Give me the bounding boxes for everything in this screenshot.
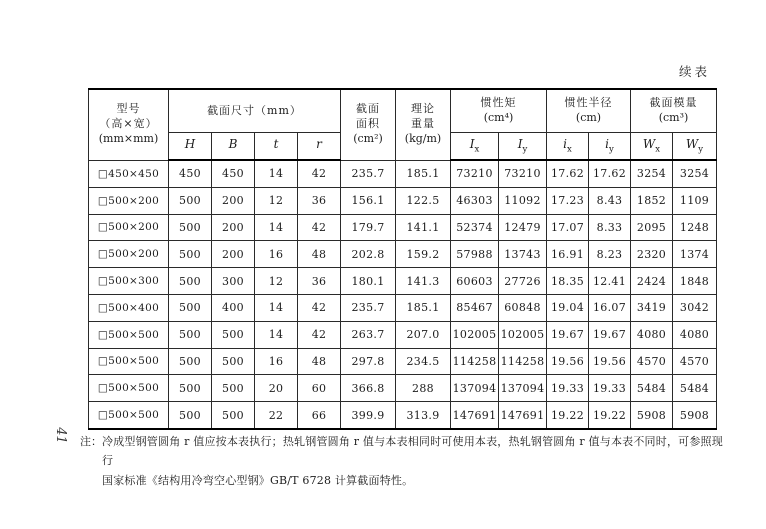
table-header	[89, 89, 717, 160]
value-cell: 399.9	[341, 402, 396, 429]
value-cell: 3254	[673, 160, 717, 187]
model-cell: □500×500	[89, 348, 169, 375]
value-cell: 200	[212, 187, 255, 214]
subcolumn-H: H	[169, 133, 212, 161]
value-cell: 288	[396, 375, 451, 402]
subcolumn-Wx: $W_x$	[631, 133, 673, 161]
value-cell: 234.5	[396, 348, 451, 375]
value-cell: 17.62	[589, 160, 631, 187]
column-header-model	[89, 89, 169, 160]
value-cell: 500	[169, 402, 212, 429]
value-cell: 8.43	[589, 187, 631, 214]
model-cell: □500×300	[89, 268, 169, 295]
table-row	[89, 241, 717, 268]
model-cell: □500×200	[89, 187, 169, 214]
value-cell: 185.1	[396, 294, 451, 321]
value-cell: 60848	[499, 294, 547, 321]
value-cell: 500	[169, 321, 212, 348]
model-cell: □500×500	[89, 375, 169, 402]
value-cell: 366.8	[341, 375, 396, 402]
value-cell: 137094	[451, 375, 499, 402]
value-cell: 66	[298, 402, 341, 429]
value-cell: 141.3	[396, 268, 451, 295]
value-cell: 180.1	[341, 268, 396, 295]
value-cell: 19.22	[547, 402, 589, 429]
value-cell: 60	[298, 375, 341, 402]
value-cell: 500	[212, 348, 255, 375]
value-cell: 42	[298, 294, 341, 321]
section-area-unit: (cm²)	[353, 132, 383, 146]
table-row	[89, 214, 717, 241]
value-cell: 5484	[673, 375, 717, 402]
note-text	[102, 432, 728, 490]
value-cell: 12	[255, 268, 298, 295]
value-cell: 2095	[631, 214, 673, 241]
value-cell: 450	[169, 160, 212, 187]
value-cell: 313.9	[396, 402, 451, 429]
weight-label-1: 理论	[411, 102, 435, 116]
value-cell: 14	[255, 214, 298, 241]
model-cell: □500×400	[89, 294, 169, 321]
table-row	[89, 375, 717, 402]
column-header-theoretical-weight	[396, 89, 451, 160]
value-cell: 102005	[499, 321, 547, 348]
value-cell: 159.2	[396, 241, 451, 268]
value-cell: 500	[169, 375, 212, 402]
value-cell: 13743	[499, 241, 547, 268]
value-cell: 48	[298, 348, 341, 375]
value-cell: 19.56	[547, 348, 589, 375]
value-cell: 122.5	[396, 187, 451, 214]
value-cell: 19.22	[589, 402, 631, 429]
value-cell: 4570	[631, 348, 673, 375]
column-header-section-size: 截面尺寸（mm）	[169, 89, 341, 133]
value-cell: 500	[169, 348, 212, 375]
continued-table-label: 续表	[678, 64, 710, 79]
value-cell: 1852	[631, 187, 673, 214]
value-cell: 52374	[451, 214, 499, 241]
value-cell: 57988	[451, 241, 499, 268]
value-cell: 19.04	[547, 294, 589, 321]
table-row	[89, 187, 717, 214]
value-cell: 14	[255, 160, 298, 187]
value-cell: 147691	[499, 402, 547, 429]
subcolumn-r: r	[298, 133, 341, 161]
value-cell: 19.67	[547, 321, 589, 348]
value-cell: 14	[255, 321, 298, 348]
subcolumn-iy: $i_y$	[589, 133, 631, 161]
section-area-label-2: 面积	[356, 117, 380, 131]
radius-label: 惯性半径	[564, 96, 613, 110]
value-cell: 141.1	[396, 214, 451, 241]
value-cell: 60603	[451, 268, 499, 295]
value-cell: 5908	[631, 402, 673, 429]
value-cell: 48	[298, 241, 341, 268]
subcolumn-ix: $i_x$	[547, 133, 589, 161]
model-label: 型号	[116, 102, 141, 116]
value-cell: 73210	[451, 160, 499, 187]
column-header-moment-of-inertia	[451, 89, 547, 133]
value-cell: 42	[298, 321, 341, 348]
value-cell: 5908	[673, 402, 717, 429]
value-cell: 1248	[673, 214, 717, 241]
value-cell: 114258	[451, 348, 499, 375]
value-cell: 137094	[499, 375, 547, 402]
table-footnote	[80, 432, 728, 490]
value-cell: 114258	[499, 348, 547, 375]
value-cell: 450	[212, 160, 255, 187]
value-cell: 12479	[499, 214, 547, 241]
value-cell: 4080	[631, 321, 673, 348]
model-unit-label: (mm×mm)	[98, 132, 159, 146]
value-cell: 185.1	[396, 160, 451, 187]
subcolumn-Wy: $W_y$	[673, 133, 717, 161]
value-cell: 500	[169, 294, 212, 321]
value-cell: 36	[298, 187, 341, 214]
value-cell: 19.67	[589, 321, 631, 348]
value-cell: 297.8	[341, 348, 396, 375]
subcolumn-Iy: $I_y$	[499, 133, 547, 161]
subcolumn-B: B	[212, 133, 255, 161]
subcolumn-t: t	[255, 133, 298, 161]
value-cell: 19.33	[547, 375, 589, 402]
value-cell: 500	[169, 187, 212, 214]
value-cell: 17.23	[547, 187, 589, 214]
note-line-2: 国家标准《结构用冷弯空心型钢》GB/T 6728 计算截面特性。	[102, 473, 414, 487]
value-cell: 202.8	[341, 241, 396, 268]
value-cell: 2424	[631, 268, 673, 295]
value-cell: 16	[255, 348, 298, 375]
value-cell: 12	[255, 187, 298, 214]
value-cell: 300	[212, 268, 255, 295]
value-cell: 85467	[451, 294, 499, 321]
value-cell: 500	[212, 321, 255, 348]
value-cell: 4570	[673, 348, 717, 375]
model-cell: □500×200	[89, 214, 169, 241]
modulus-label: 截面模量	[649, 96, 698, 110]
radius-unit: (cm)	[575, 111, 602, 124]
value-cell: 102005	[451, 321, 499, 348]
model-cell: □450×450	[89, 160, 169, 187]
value-cell: 18.35	[547, 268, 589, 295]
value-cell: 147691	[451, 402, 499, 429]
table-row	[89, 402, 717, 429]
value-cell: 42	[298, 214, 341, 241]
value-cell: 400	[212, 294, 255, 321]
value-cell: 46303	[451, 187, 499, 214]
column-header-section-area	[341, 89, 396, 160]
value-cell: 27726	[499, 268, 547, 295]
value-cell: 19.56	[589, 348, 631, 375]
value-cell: 17.62	[547, 160, 589, 187]
inertia-unit: (cm⁴)	[483, 111, 514, 124]
section-area-label-1: 截面	[356, 102, 380, 116]
table-row	[89, 268, 717, 295]
value-cell: 235.7	[341, 294, 396, 321]
value-cell: 500	[212, 402, 255, 429]
weight-label-2: 重量	[411, 117, 435, 131]
model-cell: □500×500	[89, 321, 169, 348]
value-cell: 200	[212, 241, 255, 268]
value-cell: 179.7	[341, 214, 396, 241]
table-row	[89, 160, 717, 187]
value-cell: 3254	[631, 160, 673, 187]
table-row	[89, 294, 717, 321]
table-row	[89, 321, 717, 348]
value-cell: 500	[169, 268, 212, 295]
value-cell: 1374	[673, 241, 717, 268]
value-cell: 3419	[631, 294, 673, 321]
page-number: 41	[52, 427, 68, 444]
model-cell: □500×200	[89, 241, 169, 268]
value-cell: 14	[255, 294, 298, 321]
value-cell: 8.33	[589, 214, 631, 241]
model-dims-label: （高×宽）	[99, 117, 158, 131]
value-cell: 11092	[499, 187, 547, 214]
table-body	[89, 160, 717, 429]
value-cell: 5484	[631, 375, 673, 402]
value-cell: 20	[255, 375, 298, 402]
value-cell: 73210	[499, 160, 547, 187]
value-cell: 500	[169, 214, 212, 241]
value-cell: 22	[255, 402, 298, 429]
value-cell: 1848	[673, 268, 717, 295]
value-cell: 19.33	[589, 375, 631, 402]
value-cell: 2320	[631, 241, 673, 268]
value-cell: 207.0	[396, 321, 451, 348]
value-cell: 500	[169, 241, 212, 268]
value-cell: 4080	[673, 321, 717, 348]
value-cell: 263.7	[341, 321, 396, 348]
value-cell: 17.07	[547, 214, 589, 241]
value-cell: 16	[255, 241, 298, 268]
value-cell: 156.1	[341, 187, 396, 214]
model-cell: □500×500	[89, 402, 169, 429]
value-cell: 500	[212, 375, 255, 402]
table-row	[89, 348, 717, 375]
value-cell: 8.23	[589, 241, 631, 268]
value-cell: 16.91	[547, 241, 589, 268]
value-cell: 12.41	[589, 268, 631, 295]
note-line-1: 冷成型钢管圆角 r 值应按本表执行；热轧钢管圆角 r 值与本表相同时可使用本表，热轧钢管圆角 r 值与本表不同时，可参照现行	[102, 435, 723, 468]
note-label: 注：	[80, 435, 102, 448]
column-header-radius-of-gyration	[547, 89, 631, 133]
section-properties-table	[88, 88, 717, 430]
value-cell: 3042	[673, 294, 717, 321]
value-cell: 36	[298, 268, 341, 295]
value-cell: 42	[298, 160, 341, 187]
value-cell: 1109	[673, 187, 717, 214]
weight-unit: (kg/m)	[404, 132, 442, 146]
modulus-unit: (cm³)	[658, 111, 689, 124]
value-cell: 235.7	[341, 160, 396, 187]
column-header-section-modulus	[631, 89, 717, 133]
value-cell: 16.07	[589, 294, 631, 321]
subcolumn-Ix: $I_x$	[451, 133, 499, 161]
value-cell: 200	[212, 214, 255, 241]
inertia-label: 惯性矩	[480, 96, 517, 110]
